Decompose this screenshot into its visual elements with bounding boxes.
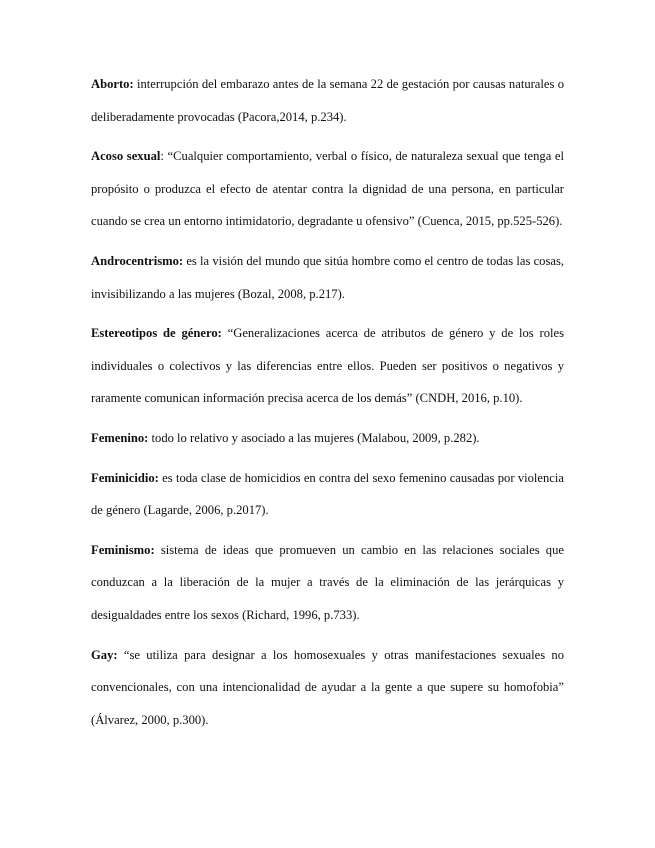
glossary-term: Feminismo:: [91, 542, 155, 557]
glossary-definition: sistema de ideas que promueven un cambio en las relaciones sociales que conduzcan a la liberación de la mujer a través de la eliminación de las jerárquicas y desigualdades entre los sexos (Richard, 1996, p.733).: [91, 542, 564, 622]
glossary-term: Aborto:: [91, 77, 134, 91]
glossary-definition: “Generalizaciones acerca de atributos de género y de los roles individuales o colectivos y las diferencias entre ellos. Pueden ser positivos o negativos y raramente comunican información precisa acerca de los demás” (CNDH, 2016, p.10).: [91, 326, 564, 406]
glossary-term: Acoso sexual: [91, 149, 161, 164]
glossary-definition: todo lo relativo y asociado a las mujeres (Malabou, 2009, p.282).: [148, 430, 480, 445]
glossary-entry-feminicidio: [91, 462, 564, 527]
glossary-term: Androcentrismo:: [91, 253, 184, 268]
glossary-term: Feminicidio:: [91, 470, 159, 485]
glossary-definition: es toda clase de homicidios en contra del sexo femenino causadas por violencia de género (Lagarde, 2006, p.2017).: [91, 470, 564, 518]
glossary-entry-femenino: [91, 422, 564, 455]
glossary-entry-estereotipos: [91, 317, 564, 415]
glossary-definition: es la visión del mundo que sitúa hombre como el centro de todas las cosas, invisibilizando a las mujeres (Bozal, 2008, p.217).: [91, 253, 564, 301]
glossary-entry-aborto: [91, 68, 564, 133]
glossary-term: Gay:: [91, 647, 118, 662]
glossary-definition: interrupción del embarazo antes de la semana 22 de gestación por causas naturales o deliberadamente provocadas (Pacora,2014, p.234).: [91, 77, 564, 124]
glossary-entry-feminismo: [91, 534, 564, 632]
glossary-entry-acoso-sexual: [91, 140, 564, 238]
glossary-definition: : “Cualquier comportamiento, verbal o físico, de naturaleza sexual que tenga el propósito o produzca el efecto de atentar contra la dignidad de una persona, en particular cuando se crea un entorno intimidatorio, degradante u ofensivo” (Cuenca, 2015, pp.525-526).: [91, 149, 565, 229]
glossary-definition: “se utiliza para designar a los homosexuales y otras manifestaciones sexuales no convencionales, con una intencionalidad de ayudar a la gente a que supere su homofobia” (Álvarez, 2000, p.300).: [91, 647, 564, 727]
glossary-term: Estereotipos de género:: [91, 326, 222, 341]
glossary: [91, 68, 564, 743]
glossary-entry-androcentrismo: [91, 245, 564, 310]
glossary-entry-gay: [91, 639, 564, 737]
glossary-term: Femenino:: [91, 430, 149, 445]
